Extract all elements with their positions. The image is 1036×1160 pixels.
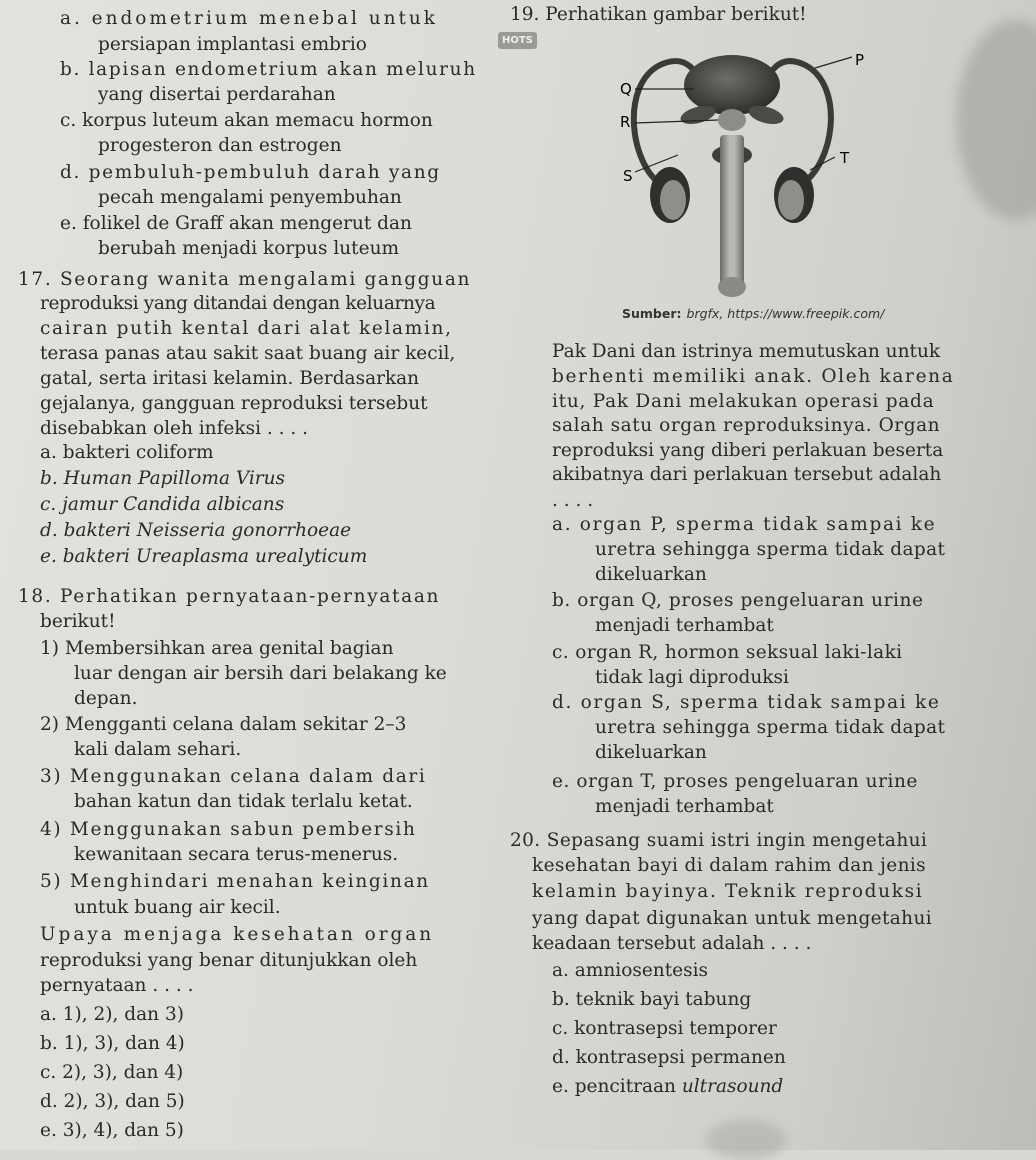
q18-statement-1-cont: luar dengan air bersih dari belakang ke bbox=[74, 663, 447, 684]
q19-option-c[interactable]: c. organ R, hormon seksual laki-laki bbox=[552, 642, 903, 663]
prostate bbox=[718, 109, 746, 131]
testis-left bbox=[660, 180, 686, 220]
q20-stem-line: kesehatan bayi di dalam rahim dan jenis bbox=[532, 855, 927, 876]
label-t: T bbox=[840, 149, 850, 167]
q18-stem-line: berikut! bbox=[40, 611, 116, 632]
q19-option-c-cont: tidak lagi diproduksi bbox=[595, 667, 789, 688]
q17-option-e[interactable]: e. bakteri Ureaplasma urealyticum bbox=[40, 546, 368, 567]
bladder bbox=[684, 55, 780, 115]
q20-stem-line: 20. Sepasang suami istri ingin mengetahui bbox=[510, 830, 928, 851]
q16-option-b[interactable]: b. lapisan endometrium akan meluruh bbox=[60, 59, 477, 80]
q19-stem-line: salah satu organ reproduksinya. Organ bbox=[552, 415, 941, 436]
q18-option-c[interactable]: c. 2), 3), dan 4) bbox=[40, 1062, 184, 1083]
q17-stem-line: cairan putih kental dari alat kelamin, bbox=[40, 318, 453, 339]
q16-option-d[interactable]: d. pembuluh-pembuluh darah yang bbox=[60, 162, 441, 183]
q18-question-line: Upaya menjaga kesehatan organ bbox=[40, 924, 435, 945]
q18-statement-5-cont: untuk buang air kecil. bbox=[74, 897, 281, 918]
q17-stem-line: 17. Seorang wanita mengalami gangguan bbox=[18, 269, 472, 290]
q19-option-b-cont: menjadi terhambat bbox=[595, 615, 774, 636]
q19-stem-line: reproduksi yang diberi perlakuan beserta bbox=[552, 440, 944, 461]
q17-option-b[interactable]: b. Human Papilloma Virus bbox=[40, 468, 286, 489]
label-p: P bbox=[855, 51, 865, 69]
q19-option-a-cont: dikeluarkan bbox=[595, 564, 707, 585]
q20-stem-line: yang dapat digunakan untuk mengetahui bbox=[532, 908, 933, 929]
q17-stem-line: reproduksi yang ditandai dengan keluarnya bbox=[40, 293, 436, 314]
source-link[interactable]: brgfx, https://www.freepik.com/ bbox=[686, 306, 885, 321]
q18-statement-2-cont: kali dalam sehari. bbox=[74, 739, 242, 760]
page-shadow bbox=[956, 20, 1036, 220]
figure-source bbox=[622, 306, 884, 321]
q20-option-e-text: e. pencitraan bbox=[552, 1076, 682, 1097]
q16-option-e-cont: berubah menjadi korpus luteum bbox=[98, 238, 400, 259]
q16-option-d-cont: pecah mengalami penyembuhan bbox=[98, 187, 402, 208]
q16-option-e[interactable]: e. folikel de Graff akan mengerut dan bbox=[60, 213, 412, 234]
q17-stem-line: terasa panas atau sakit saat buang air kecil, bbox=[40, 343, 456, 364]
glans bbox=[718, 277, 746, 297]
q18-statement-2: 2) Mengganti celana dalam sekitar 2–3 bbox=[40, 714, 407, 735]
label-q: Q bbox=[620, 80, 632, 98]
q18-statement-4-cont: kewanitaan secara terus-menerus. bbox=[74, 844, 399, 865]
q19-stem-line: akibatnya dari perlakuan tersebut adalah bbox=[552, 464, 942, 485]
q19-option-b[interactable]: b. organ Q, proses pengeluaran urine bbox=[552, 590, 924, 611]
q19-option-e[interactable]: e. organ T, proses pengeluaran urine bbox=[552, 771, 918, 792]
q17-option-c[interactable]: c. jamur Candida albicans bbox=[40, 494, 285, 515]
q19-option-a-cont: uretra sehingga sperma tidak dapat bbox=[595, 539, 946, 560]
label-r: R bbox=[620, 113, 631, 131]
pointer-line-p bbox=[815, 57, 852, 68]
q18-statement-4: 4) Menggunakan sabun pembersih bbox=[40, 819, 417, 840]
q20-option-c[interactable]: c. kontrasepsi temporer bbox=[552, 1018, 777, 1039]
q20-stem-line: keadaan tersebut adalah . . . . bbox=[532, 933, 812, 954]
q16-option-a-cont: persiapan implantasi embrio bbox=[98, 34, 367, 55]
testis-right bbox=[778, 180, 804, 220]
q19-option-a[interactable]: a. organ P, sperma tidak sampai ke bbox=[552, 514, 937, 535]
source-label: Sumber: bbox=[622, 306, 682, 321]
q17-option-d[interactable]: d. bakteri Neisseria gonorrhoeae bbox=[40, 520, 352, 541]
q18-statement-5: 5) Menghindari menahan keinginan bbox=[40, 871, 430, 892]
q19-stem-line: Pak Dani dan istrinya memutuskan untuk bbox=[552, 341, 941, 362]
q18-statement-3-cont: bahan katun dan tidak terlalu ketat. bbox=[74, 791, 413, 812]
q19-stem-line: berhenti memiliki anak. Oleh karena bbox=[552, 366, 955, 387]
q19-stem-line: . . . . bbox=[552, 490, 594, 511]
q18-statement-1-cont: depan. bbox=[74, 688, 138, 709]
q17-option-a[interactable]: a. bakteri coliform bbox=[40, 442, 214, 463]
q19-option-e-cont: menjadi terhambat bbox=[595, 796, 774, 817]
q18-option-d[interactable]: d. 2), 3), dan 5) bbox=[40, 1091, 185, 1112]
urethra bbox=[729, 135, 734, 285]
page-shadow bbox=[706, 1120, 786, 1160]
q20-option-b[interactable]: b. teknik bayi tabung bbox=[552, 989, 752, 1010]
q16-option-c[interactable]: c. korpus luteum akan memacu hormon bbox=[60, 110, 433, 131]
q19-title: 19. Perhatikan gambar berikut! bbox=[510, 4, 807, 25]
q18-statement-3: 3) Menggunakan celana dalam dari bbox=[40, 766, 427, 787]
reproductive-organ-figure bbox=[590, 45, 880, 300]
q19-option-d-cont: dikeluarkan bbox=[595, 742, 707, 763]
q18-option-b[interactable]: b. 1), 3), dan 4) bbox=[40, 1033, 185, 1054]
q16-option-a[interactable]: a. endometrium menebal untuk bbox=[60, 8, 438, 29]
q18-question-line: reproduksi yang benar ditunjukkan oleh bbox=[40, 950, 418, 971]
q19-stem-line: itu, Pak Dani melakukan operasi pada bbox=[552, 391, 935, 412]
hots-badge: HOTS bbox=[498, 32, 537, 49]
q20-option-e-italic: ultrasound bbox=[681, 1076, 784, 1097]
q16-option-c-cont: progesteron dan estrogen bbox=[98, 135, 342, 156]
q18-statement-1: 1) Membersihkan area genital bagian bbox=[40, 638, 394, 659]
q17-stem-line: gejalanya, gangguan reproduksi tersebut bbox=[40, 393, 428, 414]
q19-option-d[interactable]: d. organ S, sperma tidak sampai ke bbox=[552, 692, 941, 713]
q20-option-a[interactable]: a. amniosentesis bbox=[552, 960, 708, 981]
q18-option-e[interactable]: e. 3), 4), dan 5) bbox=[40, 1120, 184, 1141]
q20-stem-line: kelamin bayinya. Teknik reproduksi bbox=[532, 881, 924, 902]
label-s: S bbox=[623, 167, 633, 185]
q20-option-d[interactable]: d. kontrasepsi permanen bbox=[552, 1047, 786, 1068]
q18-stem-line: 18. Perhatikan pernyataan-pernyataan bbox=[18, 586, 441, 607]
q17-stem-line: gatal, serta iritasi kelamin. Berdasarkan bbox=[40, 368, 420, 389]
q20-option-e[interactable] bbox=[552, 1074, 783, 1100]
q18-question-line: pernyataan . . . . bbox=[40, 975, 194, 996]
q16-option-b-cont: yang disertai perdarahan bbox=[98, 84, 336, 105]
q18-option-a[interactable]: a. 1), 2), dan 3) bbox=[40, 1004, 184, 1025]
pointer-line-r bbox=[635, 120, 718, 123]
q19-option-d-cont: uretra sehingga sperma tidak dapat bbox=[595, 717, 946, 738]
q17-stem-line: disebabkan oleh infeksi . . . . bbox=[40, 418, 309, 439]
